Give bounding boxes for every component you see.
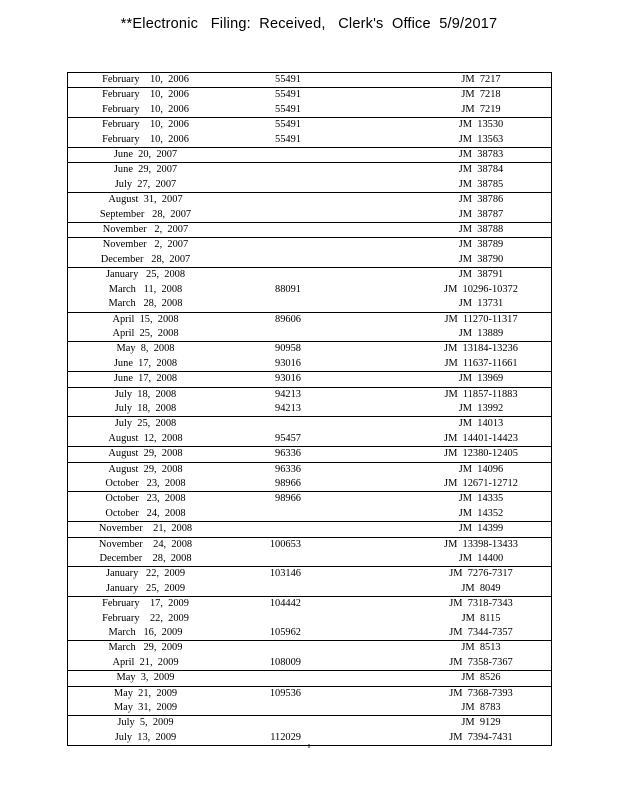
reference-cell: JM 8049 bbox=[461, 582, 501, 594]
spacer-cell bbox=[301, 73, 411, 88]
number-cell bbox=[223, 671, 301, 686]
date-cell: February 17, 2009 bbox=[68, 597, 224, 612]
table-row bbox=[68, 432, 552, 447]
spacer-cell bbox=[301, 567, 411, 582]
reference-cell: JM 14335 bbox=[411, 492, 552, 507]
spacer-cell bbox=[301, 283, 411, 297]
reference-cell: JM 13184-13236 bbox=[411, 342, 552, 357]
table-row bbox=[68, 238, 552, 253]
spacer-cell bbox=[301, 223, 411, 238]
spacer-cell bbox=[301, 612, 411, 626]
page-number: 6 bbox=[307, 744, 311, 750]
reference-cell: JM 14400 bbox=[458, 553, 504, 564]
spacer-cell bbox=[301, 522, 411, 537]
reference-cell: JM 38791 bbox=[411, 268, 552, 283]
number-cell: 96336 bbox=[223, 447, 301, 462]
reference-cell: JM 14096 bbox=[411, 462, 552, 477]
date-cell: January 25, 2009 bbox=[105, 582, 186, 594]
number-cell: 55491 bbox=[223, 73, 301, 88]
reference-cell: JM 13731 bbox=[458, 298, 504, 310]
date-cell: April 25, 2008 bbox=[112, 327, 179, 339]
table-row bbox=[68, 208, 552, 223]
date-cell: May 21, 2009 bbox=[68, 686, 224, 701]
spacer-cell bbox=[301, 253, 411, 268]
spacer-cell bbox=[301, 133, 411, 148]
number-cell: 55491 bbox=[223, 118, 301, 133]
table-row bbox=[68, 597, 552, 612]
reference-cell: JM 9129 bbox=[411, 716, 552, 731]
reference-cell: JM 38790 bbox=[458, 253, 504, 265]
spacer-cell bbox=[301, 417, 411, 432]
spacer-cell bbox=[301, 656, 411, 671]
number-cell: 94213 bbox=[275, 402, 301, 414]
reference-cell: JM 38788 bbox=[411, 223, 552, 238]
date-cell: August 31, 2007 bbox=[68, 193, 224, 208]
table-row bbox=[68, 178, 552, 193]
table-row bbox=[68, 372, 552, 387]
spacer-cell bbox=[301, 507, 411, 522]
reference-cell: JM 8783 bbox=[461, 702, 501, 714]
reference-cell: JM 11857-11883 bbox=[411, 387, 552, 402]
number-cell bbox=[223, 238, 301, 253]
date-cell: November 2, 2007 bbox=[68, 223, 224, 238]
table-row bbox=[68, 342, 552, 357]
reference-cell: JM 7358-7367 bbox=[449, 656, 513, 668]
spacer-cell bbox=[301, 447, 411, 462]
number-cell bbox=[223, 716, 301, 731]
table-row bbox=[68, 641, 552, 656]
date-cell: July 5, 2009 bbox=[68, 716, 224, 731]
date-cell: March 29, 2009 bbox=[68, 641, 224, 656]
table-row bbox=[68, 268, 552, 283]
spacer-cell bbox=[301, 477, 411, 492]
date-cell: June 20, 2007 bbox=[68, 148, 224, 163]
number-cell: 90958 bbox=[223, 342, 301, 357]
reference-cell: JM 38785 bbox=[458, 178, 504, 190]
date-cell: May 31, 2009 bbox=[113, 702, 178, 714]
reference-cell: JM 38789 bbox=[411, 238, 552, 253]
number-cell: 55491 bbox=[275, 103, 301, 115]
reference-cell: JM 8526 bbox=[411, 671, 552, 686]
number-cell: 98966 bbox=[275, 477, 301, 489]
table-row bbox=[68, 103, 552, 118]
number-cell: 96336 bbox=[223, 462, 301, 477]
spacer-cell bbox=[301, 671, 411, 686]
table-row bbox=[68, 567, 552, 582]
table-row bbox=[68, 312, 552, 327]
table-row bbox=[68, 88, 552, 103]
table-row bbox=[68, 297, 552, 312]
number-cell bbox=[223, 163, 301, 178]
date-cell: February 10, 2006 bbox=[68, 118, 224, 133]
table-row bbox=[68, 417, 552, 432]
reference-cell: JM 13398-13433 bbox=[411, 537, 552, 552]
date-cell: July 13, 2009 bbox=[114, 731, 177, 743]
table-row bbox=[68, 701, 552, 716]
spacer-cell bbox=[301, 103, 411, 118]
reference-cell: JM 7394-7431 bbox=[449, 731, 513, 743]
reference-cell: JM 7276-7317 bbox=[411, 567, 552, 582]
date-cell: October 24, 2008 bbox=[105, 507, 186, 519]
number-cell bbox=[223, 522, 301, 537]
table-row bbox=[68, 552, 552, 567]
table-row bbox=[68, 492, 552, 507]
spacer-cell bbox=[301, 268, 411, 283]
date-cell: January 22, 2009 bbox=[68, 567, 224, 582]
spacer-cell bbox=[301, 148, 411, 163]
date-cell: August 29, 2008 bbox=[68, 447, 224, 462]
spacer-cell bbox=[301, 597, 411, 612]
spacer-cell bbox=[301, 492, 411, 507]
reference-cell: JM 12671-12712 bbox=[444, 477, 518, 489]
table-row bbox=[68, 133, 552, 148]
reference-cell: JM 7219 bbox=[461, 103, 501, 115]
date-cell: June 17, 2008 bbox=[68, 372, 224, 387]
table-row bbox=[68, 327, 552, 342]
date-cell: February 10, 2006 bbox=[68, 73, 224, 88]
number-cell: 89606 bbox=[223, 312, 301, 327]
date-cell: October 23, 2008 bbox=[68, 492, 224, 507]
reference-cell: JM 8115 bbox=[461, 612, 501, 624]
number-cell: 55491 bbox=[275, 133, 301, 145]
number-cell bbox=[223, 641, 301, 656]
spacer-cell bbox=[301, 238, 411, 253]
table-row bbox=[68, 582, 552, 597]
number-cell bbox=[223, 507, 301, 522]
table-row bbox=[68, 357, 552, 372]
spacer-cell bbox=[301, 432, 411, 447]
date-cell: November 21, 2008 bbox=[68, 522, 224, 537]
number-cell bbox=[223, 552, 301, 567]
date-cell: November 24, 2008 bbox=[68, 537, 224, 552]
reference-cell: JM 13969 bbox=[411, 372, 552, 387]
number-cell: 112029 bbox=[270, 731, 301, 743]
number-cell: 93016 bbox=[223, 372, 301, 387]
reference-cell: JM 7344-7357 bbox=[449, 627, 513, 639]
table-row bbox=[68, 716, 552, 731]
spacer-cell bbox=[301, 701, 411, 716]
number-cell: 93016 bbox=[275, 357, 301, 369]
date-cell: December 28, 2007 bbox=[100, 253, 191, 265]
table-row bbox=[68, 626, 552, 641]
reference-cell: JM 14352 bbox=[458, 507, 504, 519]
table-row bbox=[68, 612, 552, 626]
spacer-cell bbox=[301, 357, 411, 372]
reference-cell: JM 8513 bbox=[411, 641, 552, 656]
spacer-cell bbox=[301, 537, 411, 552]
reference-cell: JM 13992 bbox=[458, 402, 504, 414]
spacer-cell bbox=[301, 297, 411, 312]
table-row bbox=[68, 507, 552, 522]
date-cell: July 18, 2008 bbox=[114, 402, 177, 414]
reference-cell: JM 10296-10372 bbox=[444, 283, 518, 295]
number-cell: 108009 bbox=[269, 656, 301, 668]
table-row bbox=[68, 537, 552, 552]
date-cell: November 2, 2007 bbox=[68, 238, 224, 253]
table-row bbox=[68, 253, 552, 268]
table-row bbox=[68, 522, 552, 537]
date-cell: April 15, 2008 bbox=[68, 312, 224, 327]
number-cell: 104442 bbox=[223, 597, 301, 612]
date-cell: September 28, 2007 bbox=[99, 208, 192, 220]
spacer-cell bbox=[301, 372, 411, 387]
date-cell: May 8, 2008 bbox=[68, 342, 224, 357]
number-cell bbox=[223, 327, 301, 342]
number-cell: 55491 bbox=[223, 88, 301, 103]
table-row bbox=[68, 193, 552, 208]
spacer-cell bbox=[301, 193, 411, 208]
spacer-cell bbox=[301, 686, 411, 701]
table-row bbox=[68, 447, 552, 462]
number-cell: 109536 bbox=[223, 686, 301, 701]
reference-cell: JM 38786 bbox=[411, 193, 552, 208]
number-cell: 88091 bbox=[275, 283, 301, 295]
number-cell bbox=[223, 208, 301, 223]
date-cell: February 10, 2006 bbox=[102, 133, 189, 145]
table-row bbox=[68, 73, 552, 88]
date-cell: July 25, 2008 bbox=[68, 417, 224, 432]
number-cell bbox=[223, 297, 301, 312]
table-row bbox=[68, 402, 552, 417]
table-row bbox=[68, 223, 552, 238]
date-cell: January 25, 2008 bbox=[68, 268, 224, 283]
date-cell: August 29, 2008 bbox=[68, 462, 224, 477]
reference-cell: JM 14401-14423 bbox=[444, 432, 518, 444]
table-body bbox=[68, 73, 552, 746]
number-cell: 98966 bbox=[223, 492, 301, 507]
spacer-cell bbox=[301, 552, 411, 567]
reference-cell: JM 13889 bbox=[458, 327, 504, 339]
date-cell: March 11, 2008 bbox=[108, 283, 183, 295]
spacer-cell bbox=[301, 88, 411, 103]
reference-cell: JM 38784 bbox=[411, 163, 552, 178]
reference-cell: JM 14013 bbox=[411, 417, 552, 432]
number-cell bbox=[223, 253, 301, 268]
spacer-cell bbox=[301, 387, 411, 402]
reference-cell: JM 38787 bbox=[458, 208, 504, 220]
table-row bbox=[68, 686, 552, 701]
spacer-cell bbox=[301, 163, 411, 178]
reference-cell: JM 14399 bbox=[411, 522, 552, 537]
number-cell bbox=[223, 193, 301, 208]
number-cell bbox=[223, 178, 301, 193]
table-row bbox=[68, 148, 552, 163]
date-cell: June 17, 2008 bbox=[113, 357, 178, 369]
number-cell: 100653 bbox=[223, 537, 301, 552]
spacer-cell bbox=[301, 716, 411, 731]
spacer-cell bbox=[301, 626, 411, 641]
spacer-cell bbox=[301, 582, 411, 597]
date-cell: December 28, 2008 bbox=[99, 553, 192, 564]
reference-cell: JM 11270-11317 bbox=[411, 312, 552, 327]
reference-cell: JM 38783 bbox=[411, 148, 552, 163]
table-row bbox=[68, 656, 552, 671]
reference-cell: JM 13530 bbox=[411, 118, 552, 133]
table-row bbox=[68, 387, 552, 402]
number-cell bbox=[223, 612, 301, 626]
reference-cell: JM 7217 bbox=[411, 73, 552, 88]
number-cell: 105962 bbox=[269, 627, 301, 639]
spacer-cell bbox=[301, 118, 411, 133]
number-cell: 103146 bbox=[223, 567, 301, 582]
table-row bbox=[68, 118, 552, 133]
reference-cell: JM 7218 bbox=[411, 88, 552, 103]
spacer-cell bbox=[301, 641, 411, 656]
spacer-cell bbox=[301, 208, 411, 223]
spacer-cell bbox=[301, 342, 411, 357]
table-row bbox=[68, 477, 552, 492]
table-row bbox=[68, 462, 552, 477]
date-cell: February 10, 2006 bbox=[102, 103, 189, 115]
spacer-cell bbox=[301, 312, 411, 327]
date-cell: August 12, 2008 bbox=[108, 432, 183, 444]
spacer-cell bbox=[301, 327, 411, 342]
date-cell: April 21, 2009 bbox=[112, 656, 179, 668]
date-cell: June 29, 2007 bbox=[68, 163, 224, 178]
date-cell: February 22, 2009 bbox=[102, 612, 189, 624]
reference-cell: JM 12380-12405 bbox=[411, 447, 552, 462]
reference-cell: JM 13563 bbox=[458, 133, 504, 145]
date-cell: February 10, 2006 bbox=[68, 88, 224, 103]
number-cell bbox=[223, 582, 301, 597]
table-row bbox=[68, 163, 552, 178]
reference-cell: JM 7368-7393 bbox=[411, 686, 552, 701]
reference-cell: JM 11637-11661 bbox=[444, 357, 518, 369]
number-cell bbox=[223, 268, 301, 283]
number-cell: 94213 bbox=[223, 387, 301, 402]
spacer-cell bbox=[301, 462, 411, 477]
number-cell bbox=[223, 701, 301, 716]
page-header: **Electronic Filing: Received, Clerk's Office 5/9/2017 bbox=[120, 16, 498, 32]
number-cell bbox=[223, 223, 301, 238]
number-cell bbox=[223, 417, 301, 432]
number-cell bbox=[223, 148, 301, 163]
date-cell: March 28, 2008 bbox=[108, 298, 183, 310]
table-row bbox=[68, 283, 552, 297]
spacer-cell bbox=[301, 402, 411, 417]
table-row bbox=[68, 671, 552, 686]
reference-cell: JM 7318-7343 bbox=[411, 597, 552, 612]
date-cell: May 3, 2009 bbox=[68, 671, 224, 686]
date-cell: July 27, 2007 bbox=[114, 178, 177, 190]
date-cell: March 16, 2009 bbox=[108, 627, 183, 639]
document-table bbox=[67, 72, 552, 746]
number-cell: 95457 bbox=[275, 432, 301, 444]
date-cell: October 23, 2008 bbox=[105, 477, 186, 489]
date-cell: July 18, 2008 bbox=[68, 387, 224, 402]
spacer-cell bbox=[301, 178, 411, 193]
